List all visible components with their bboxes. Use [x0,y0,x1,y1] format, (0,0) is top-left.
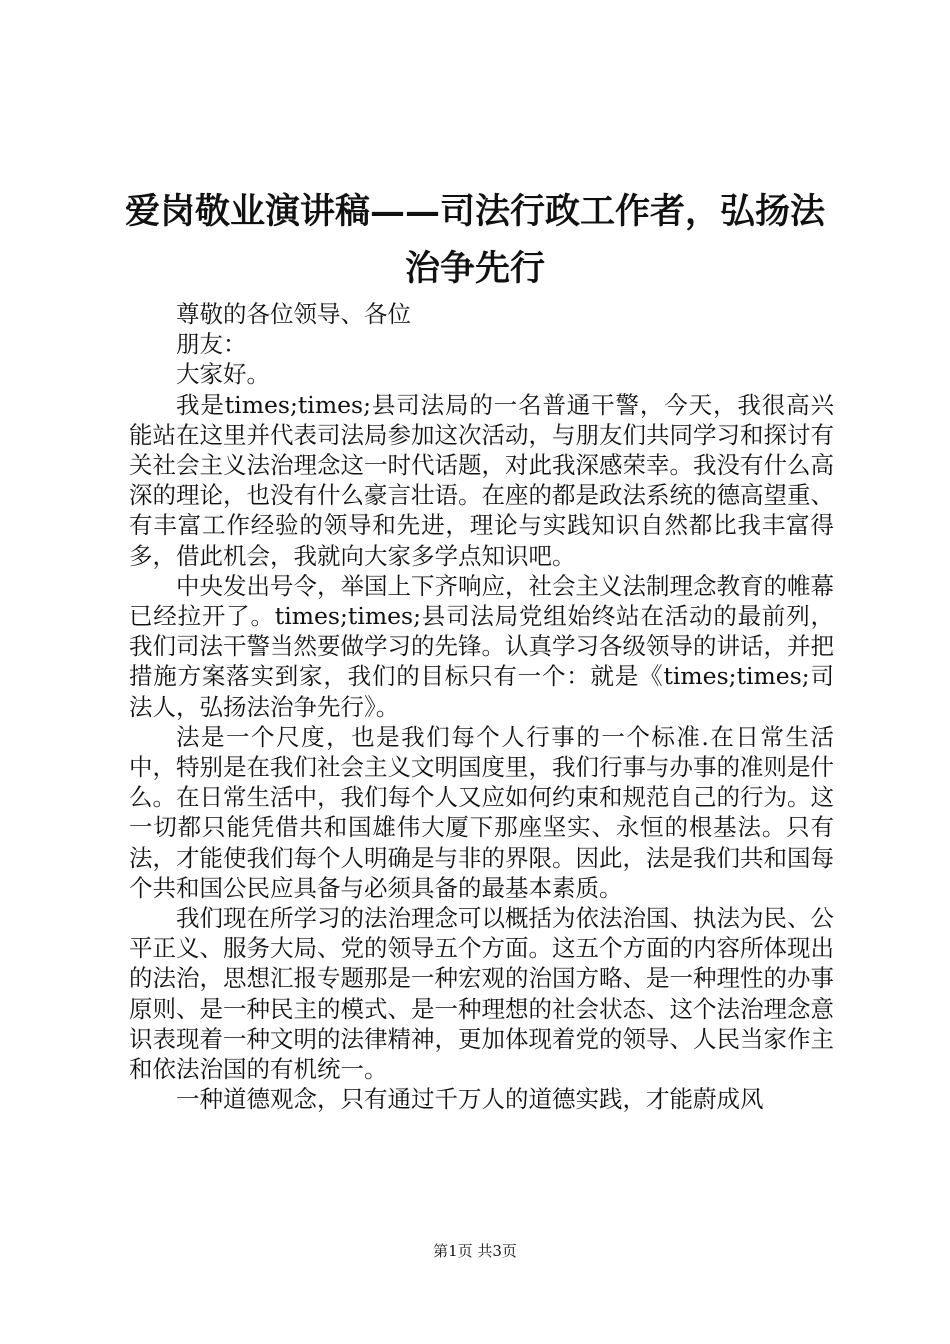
greeting: 大家好。 [176,360,270,389]
body-paragraph: 中央发出号令，举国上下齐响应，社会主义法制理念教育的帷幕已经拉开了。times;times;县司法局党组始终站在活动的最前列，我们司法干警当然要做学习的先锋。认真学习各级领导的讲话，并把措施方案落实到家，我们的目标只有一个：就是《times;times;司法人，弘扬法治争先行》。 [129,571,834,721]
body-paragraph: 一种道德观念，只有通过千万人的道德实践，才能蔚成风 [176,1085,764,1114]
page-number-footer: 第1页 共3页 [433,1242,517,1260]
body-paragraph: 我们现在所学习的法治理念可以概括为依法治国、执法为民、公平正义、服务大局、党的领导五个方面。这五个方面的内容所体现出的法治，思想汇报专题那是一种宏观的治国方略、是一种理性的办事原则、是一种民主的模式、是一种理想的社会状态、这个法治理念意识表现着一种文明的法律精神，更加体现着党的领导、人民当家作主和依法治国的有机统一。 [129,904,834,1084]
body-paragraph: 我是times;times;县司法局的一名普通干警，今天，我很高兴能站在这里并代表司法局参加这次活动，与朋友们共同学习和探讨有关社会主义法治理念这一时代话题，对此我深感荣幸。我没有什么高深的理论，也没有什么豪言壮语。在座的都是政法系统的德高望重、有丰富工作经验的领导和先进，理论与实践知识自然都比我丰富得多，借此机会，我就向大家多学点知识吧。 [129,390,834,570]
document-body [129,299,834,1114]
document-title-line-1: 爱岗敬业演讲稿——司法行政工作者，弘扬法 [124,191,825,232]
salutation-line-1: 尊敬的各位领导、各位 [176,300,411,328]
salutation-line-2: 朋友： [176,330,247,359]
body-paragraph: 法是一个尺度，也是我们每个人行事的一个标准.在日常生活中，特别是在我们社会主义文明国度里，我们行事与办事的准则是什么。在日常生活中，我们每个人又应如何约束和规范自己的行为。这一切都只能凭借共和国雄伟大厦下那座坚实、永恒的根基法。只有法，才能使我们每个人明确是与非的界限。因此，法是我们共和国每个共和国公民应具备与必须具备的最基本素质。 [129,722,834,902]
document-title-line-2: 治争先行 [404,248,545,289]
